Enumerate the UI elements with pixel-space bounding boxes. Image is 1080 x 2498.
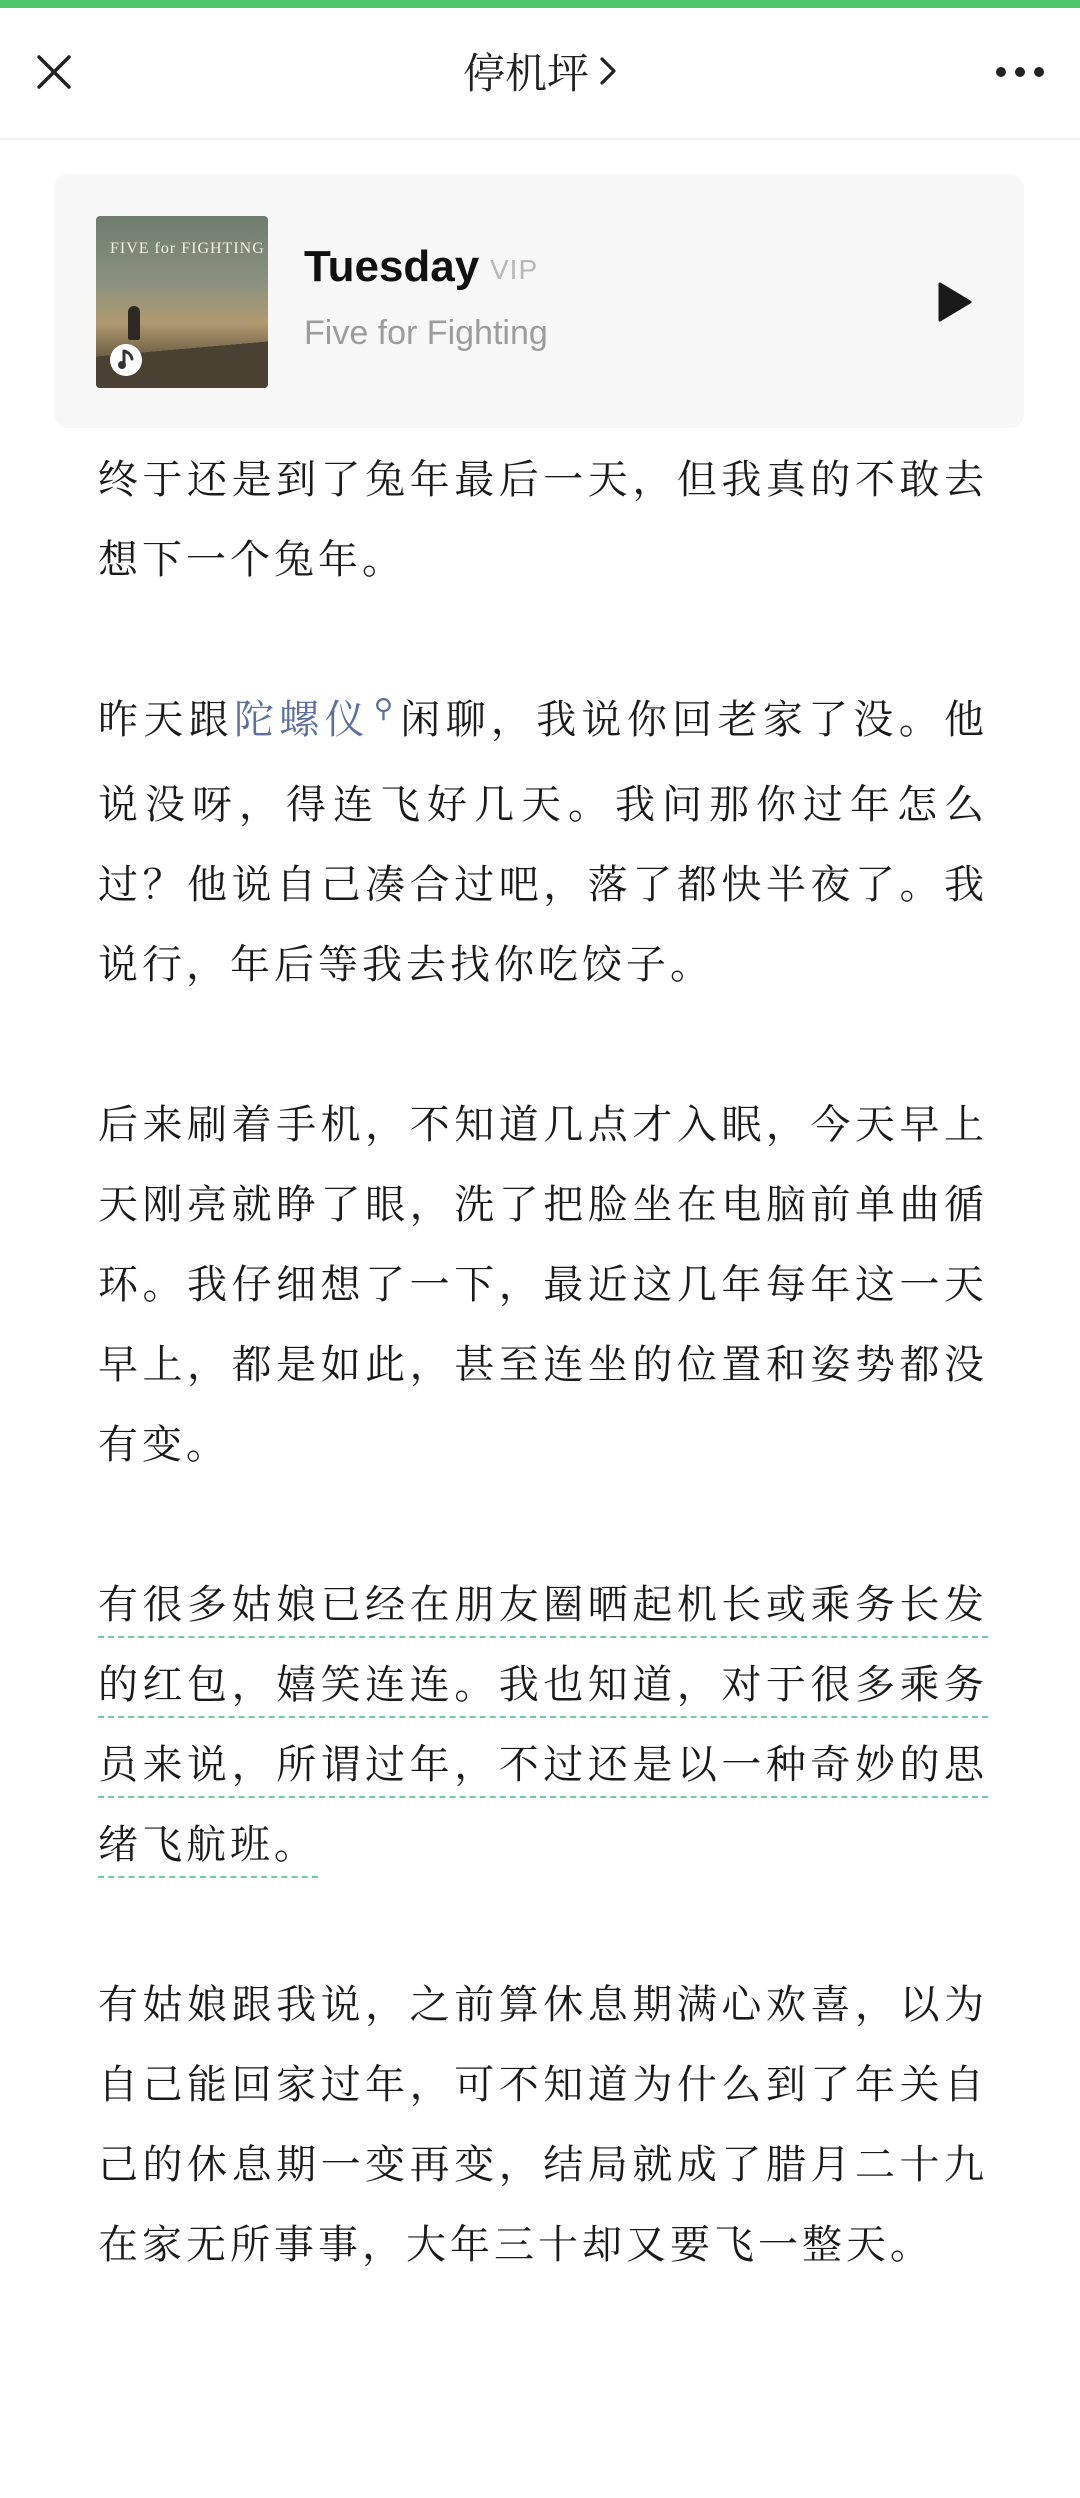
article-body [98, 440, 988, 2285]
page-title-link[interactable] [340, 38, 740, 104]
song-title: Tuesday [304, 242, 480, 291]
page-title: 停机坪 [462, 49, 589, 98]
paragraph-text: 闲聊，我说你回老家了没。他说没呀，得连飞好几天。我问那你过年怎么过？他说自己凑合过吧，落了都快半夜了。我说行，年后等我去找你吃饺子。 [98, 697, 989, 988]
more-icon [996, 67, 1006, 77]
navigation-bar [0, 8, 1080, 138]
article-paragraph [98, 1565, 988, 1885]
more-button[interactable] [988, 42, 1052, 102]
more-icon [1034, 67, 1044, 77]
chevron-right-icon [599, 56, 617, 86]
close-icon [35, 53, 73, 91]
search-icon: ⚲ [373, 694, 397, 724]
paragraph-text: 昨天跟 [98, 697, 234, 743]
music-note-icon [110, 344, 142, 376]
album-cover [96, 216, 268, 388]
play-icon [934, 280, 974, 324]
highlighted-passage[interactable]: 有很多姑娘已经在朋友圈晒起机长或乘务长发的红包，嬉笑连连。我也知道，对于很多乘务员来说，所谓过年，不过还是以一种奇妙的思绪飞航班。 [98, 1582, 988, 1868]
nav-divider [0, 138, 1080, 140]
close-button[interactable] [24, 42, 84, 102]
article-paragraph: 有姑娘跟我说，之前算休息期满心欢喜，以为自己能回家过年，可不知道为什么到了年关自己的休息期一变再变，结局就成了腊月二十九在家无所事事，大年三十却又要飞一整天。 [98, 1982, 988, 2268]
music-card[interactable] [54, 174, 1024, 428]
topic-link-label: 陀螺仪 [233, 697, 370, 743]
album-cover-title: FIVE for FIGHTING [110, 240, 265, 257]
article-paragraph: 后来刷着手机，不知道几点才入眠，今天早上天刚亮就睁了眼，洗了把脸坐在电脑前单曲循环。我仔细想了一下，最近这几年每年这一天早上，都是如此，甚至连坐的位置和姿势都没有变。 [98, 1102, 988, 1468]
vip-badge: VIP [490, 254, 539, 285]
article-paragraph: 终于还是到了兔年最后一天，但我真的不敢去想下一个兔年。 [98, 457, 988, 583]
article-paragraph [98, 680, 988, 1005]
album-cover-figure [128, 306, 140, 340]
topic-link[interactable] [233, 694, 399, 743]
more-icon [1015, 67, 1025, 77]
play-button[interactable] [924, 272, 984, 332]
song-artist: Five for Fighting [304, 314, 548, 352]
top-accent-bar [0, 0, 1080, 8]
